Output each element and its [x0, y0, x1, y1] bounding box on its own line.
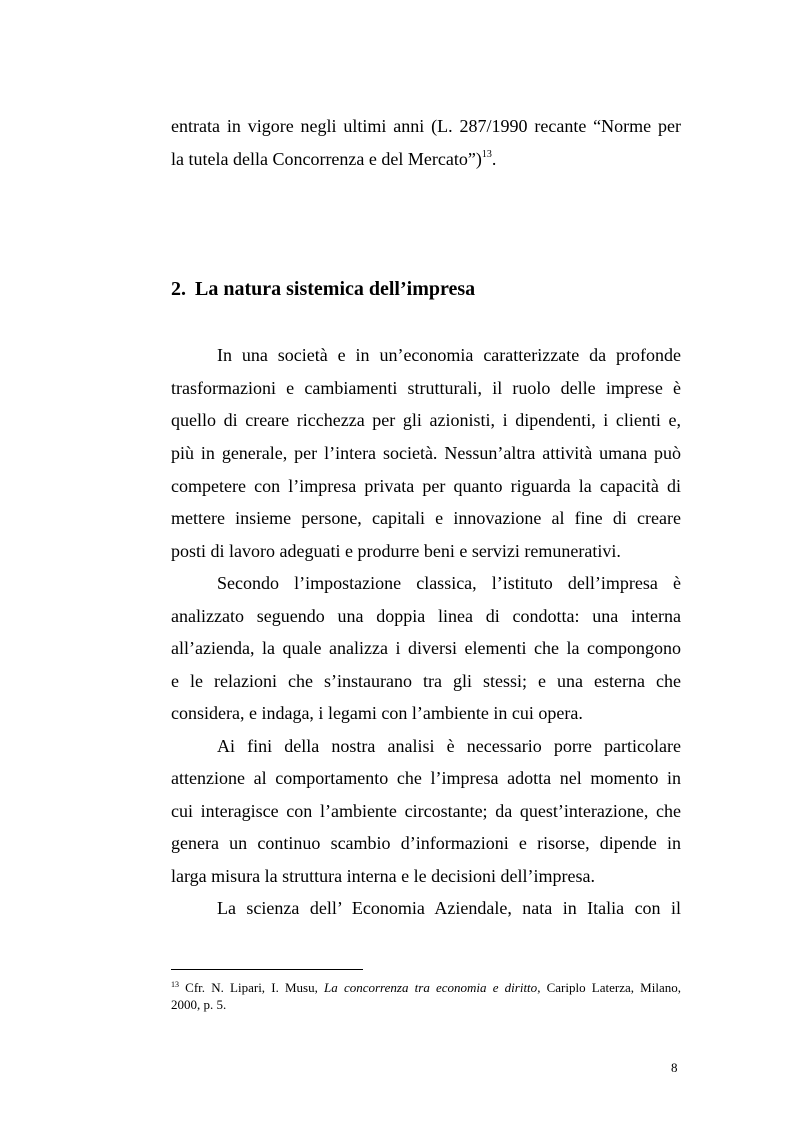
- paragraph-1-line: più in generale, per l’intera società. Nessun’altra attività umana può: [171, 443, 681, 463]
- page-number: 8: [671, 1060, 678, 1075]
- footnote-separator: [171, 969, 363, 970]
- paragraph-2-line: all’azienda, la quale analizza i diversi elementi che la compongono: [171, 638, 681, 658]
- paragraph-1-line: trasformazioni e cambiamenti strutturali, il ruolo delle imprese è: [171, 378, 681, 398]
- intro-line-2-end: .: [491, 149, 497, 169]
- footnote-reference: 13: [481, 149, 492, 160]
- footnote-publisher: , Cariplo Laterza, Milano,: [537, 980, 681, 995]
- footnote-authors: Cfr. N. Lipari, I. Musu,: [179, 980, 325, 995]
- paragraph-3-line: cui interagisce con l’ambiente circostante; da quest’interazione, che: [171, 801, 681, 821]
- footnote-line-2: 2000, p. 5.: [171, 997, 227, 1012]
- paragraph-1-line: quello di creare ricchezza per gli azionisti, i dipendenti, i clienti e,: [171, 410, 681, 430]
- paragraph-4-line: La scienza dell’ Economia Aziendale, nata in Italia con il: [217, 898, 681, 918]
- footnote-cited-title: La concorrenza tra economia e diritto: [324, 980, 538, 995]
- paragraph-2-line: considera, e indaga, i legami con l’ambiente in cui opera.: [171, 703, 583, 723]
- paragraph-1-line: competere con l’impresa privata per quanto riguarda la capacità di: [171, 476, 681, 496]
- paragraph-2-line: Secondo l’impostazione classica, l’istituto dell’impresa è: [217, 573, 681, 593]
- paragraph-1-line: mettere insieme persone, capitali e innovazione al fine di creare: [171, 508, 681, 528]
- paragraph-2-line: analizzato seguendo una doppia linea di condotta: una interna: [171, 606, 681, 626]
- paragraph-3-line: Ai fini della nostra analisi è necessario porre particolare: [217, 736, 681, 756]
- intro-line-2: [171, 148, 681, 170]
- section-heading: [171, 277, 475, 301]
- paragraph-3-line: larga misura la struttura interna e le decisioni dell’impresa.: [171, 866, 596, 886]
- paragraph-2-line: e le relazioni che s’instaurano tra gli stessi; e una esterna che: [171, 671, 681, 691]
- footnote-line-1: [171, 980, 681, 996]
- intro-line-1: entrata in vigore negli ultimi anni (L. 287/1990 recante “Norme per: [171, 116, 681, 136]
- section-title: La natura sistemica dell’impresa: [195, 278, 476, 300]
- paragraph-1-line: posti di lavoro adeguati e produrre beni e servizi remunerativi.: [171, 541, 621, 561]
- intro-line-2-text: la tutela della Concorrenza e del Mercato”): [171, 149, 482, 169]
- footnote-number: 13: [171, 980, 179, 989]
- section-number: 2.: [171, 278, 186, 300]
- paragraph-1-line: In una società e in un’economia caratterizzate da profonde: [217, 345, 681, 365]
- paragraph-3-line: genera un continuo scambio d’informazioni e risorse, dipende in: [171, 833, 681, 853]
- paragraph-3-line: attenzione al comportamento che l’impresa adotta nel momento in: [171, 768, 681, 788]
